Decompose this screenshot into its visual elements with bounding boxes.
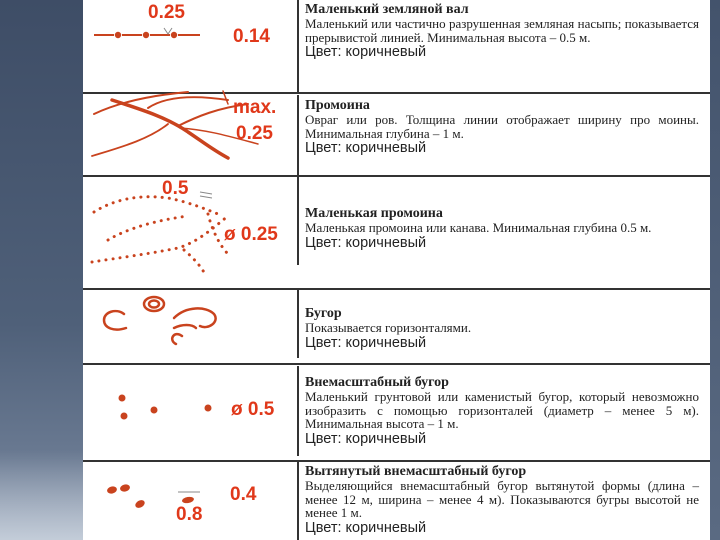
mound-symbol [96, 292, 236, 356]
dimension-label: 0.25 [236, 123, 273, 144]
item-title: Маленький земляной вал [305, 2, 469, 17]
item-description: Показывается горизонталями. [305, 320, 472, 335]
item-color: Цвет: коричневый [305, 430, 427, 447]
item-title: Промоина [305, 98, 370, 113]
dimension-label: 0.4 [230, 484, 257, 505]
dimension-label: 0.5 [162, 178, 189, 199]
description-elongated-mound [305, 464, 699, 536]
column-divider [297, 95, 299, 265]
row-separator [83, 288, 710, 290]
row-separator [83, 460, 710, 462]
description-small-mound [305, 375, 699, 447]
item-description: Маленький или частично разрушенная земляная насыпь; показывается прерывистой линией. Минимальная высота – 0.5 м. [305, 16, 699, 45]
item-title: Внемасштабный бугор [305, 375, 449, 390]
elongated-mound-symbol [100, 478, 240, 518]
dimension-label: 0.14 [233, 26, 270, 47]
row-separator [83, 363, 710, 365]
dimension-label: ø 0.5 [231, 399, 275, 420]
small-mound-symbol [110, 390, 220, 430]
item-description: Выделяющийся внемасштабный бугор вытянутой формы (длина – менее 12 м, ширина – менее 4 м). Показываются бугры высотой не менее 1 м. [305, 478, 699, 520]
column-divider [297, 288, 299, 358]
item-title: Вытянутый внемасштабный бугор [305, 464, 527, 479]
dimension-label: 0.8 [176, 504, 203, 525]
item-description: Маленький грунтовой или каменистый бугор, который невозможно изобразить с помощью горизонталей (диаметр – менее 5 м). Минимальная высота – 1 м. [305, 389, 699, 431]
column-divider [297, 0, 299, 92]
column-divider [297, 366, 299, 456]
right-slide-border [710, 0, 720, 540]
dimension-label: ø 0.25 [224, 224, 278, 245]
left-slide-border [0, 0, 83, 540]
item-color: Цвет: коричневый [305, 334, 427, 351]
row-separator [83, 175, 710, 177]
item-color: Цвет: коричневый [305, 140, 427, 156]
item-color: Цвет: коричневый [305, 519, 427, 536]
description-small-gully [305, 206, 699, 251]
item-description: Овраг или ров. Толщина линии отображает ширину про моины. Минимальная глубина – 1 м. [305, 112, 699, 141]
dimension-label: 0.25 [148, 2, 185, 23]
item-title: Бугор [305, 306, 342, 321]
description-earth-wall [305, 2, 699, 60]
item-color: Цвет: коричневый [305, 234, 427, 251]
dimension-label: max. [233, 97, 277, 118]
column-divider [297, 462, 299, 540]
item-title: Маленькая промоина [305, 206, 443, 221]
description-mound [305, 306, 699, 351]
item-description: Маленькая промоина или канава. Минимальная глубина 0.5 м. [305, 220, 652, 235]
item-color: Цвет: коричневый [305, 44, 427, 60]
description-gully [305, 98, 699, 156]
